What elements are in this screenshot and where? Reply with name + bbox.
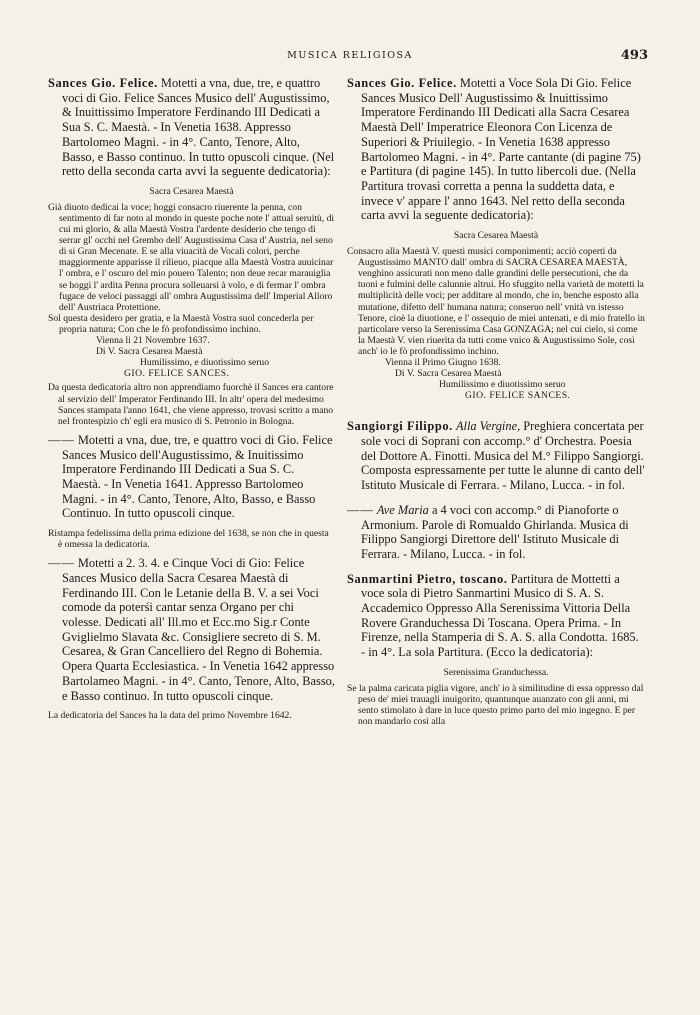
dedication-place-date: Vienna li 21 Novembre 1637. [96,335,210,347]
dedication-paragraph: Consacro alla Maestà V. questi musici componimenti; acciò coperti da Augustissimo MANTO dall' ombra di SACRA CESAREA MAESTÀ, venghino assicurati non meno dalle grandini delle persecutioni, che da tuoni e fulmini delle calunnie altrui. Ho sfuggito nella varietà de motetti la multiplicità delle voci; per additare al mondo, che io, benche esposto alla mutatione, difetto dell' humana natura; conseruo nell' vnità vn istesso Tenore, cioè la diuotione, e l' ossequio de miei antenati, e di mio fratello in particolare verso la Serenissima Casa GONZAGA; nel cui cielo, si come la Maestà V. vien riuerita da tutti come vnico & Augustissimo Sole, così anch' io le fò profondissimo inchino. [347,246,645,357]
dedication-paragraph: Se la palma caricata piglia vigore, anch' io à similitudine di essa oppresso dal peso de' miei trauagli inuigorito, quantunque auanzato con gli anni, mi sento stimolato à dare in luce questo primo parto del mio ingegno. E per non mandarlo così alla [347,682,644,728]
entry-description: Partitura de Mottetti a voce sola di Pietro Sanmartini Musico di S. A. S. Accademico Oppresso Alla Serenissima Vittoria Della Rovere Granduchessa Di Toscana. Opera Prima. - In Firenze, nella Stamperia di S. A. S. alla Condotta. 1685. - in 4°. La sola Partitura. (Ecco la dedicatoria): [361,571,639,660]
entry-author: Sances Gio. Felice. [347,76,457,90]
entry-sances-1641-motetti [48,433,335,521]
entry-body [347,419,645,493]
ditto-dash: —— [347,502,374,517]
dedication-title: Sacra Cesarea Maestà [453,230,539,242]
entry-body [347,76,645,223]
entry-body [347,572,645,660]
dedication-paragraph: Già diuoto dedicai la voce; hoggi consacro riuerente la penna, con sentimento di far noto al mondo in queste poche note l' attual seruitù, di cui mi glorio, & alla Maestà Vostra l'ardente desiderio che tengo di serrar gl' occhi nel Grembo dell' Augustissima Casa d' Austria, nel seno di si Gran Mecenate. E se alla viuacità de Vocali colori, perche maggiormente apparisse il rilieuo, piacque alla Maestà Vostra auuicinar l' ombra, e l' oscuro del mio pouero Talento; non deue recar marauiglia se hoggi l' ardita Penna procura solleuarsi à volo, e di fermar l' ombra fugace de veloci passaggi all' ombra Augustissima dell' Imperial Alloro dell' Austriaca Protettione. [48,201,335,313]
entry-body [48,433,335,521]
dedication-place-date: Vienna il Primo Giugno 1638. [385,356,501,368]
left-column [48,76,335,985]
dedication-address: Di V. Sacra Cesarea Maestà [395,368,502,380]
dedication [347,246,645,401]
page-header [0,48,700,68]
dedication-closing: Humilissimo e diuotissimo seruo [439,379,566,391]
editor-note: Ristampa fedelissima della prima edizione del 1638, se non che in questa è omessa la dedicatoria. [48,528,329,551]
entry-description: Motetti a vna, due, tre, e quattro voci di Gio. Felice Sances Musico dell' Augustissimo, & Inuittissimo Imperatore Ferdinando III Dedicati a Sua S. C. Maestà. - In Venetia 1638. Appresso Bartolomeo Magni. - in 4°. Canto, Tenore, Alto, Basso, e Basso continuo. In tutto opuscoli cinque. (Nel retto della seconda carta avvi la seguente dedicatoria): [62,76,335,179]
entry-sances-1642-motetti [48,556,335,703]
dedication-signature: GIO. FELICE SANCES. [124,368,230,380]
dedication-paragraph: Sol questa desidero per gratia, e la Maestà Vostra suol concederla per propria natura; Con che le fò profondissimo inchino. [48,312,314,335]
work-title: Ave Maria [376,502,429,517]
dedication-title: Sacra Cesarea Maestà [149,185,234,197]
entry-author: Sanmartini Pietro, toscano. [347,571,508,586]
entry-sances-1638-motetti [48,76,335,179]
entry-description: Preghiera concertata per sole voci di Soprani con accomp.° d' Orchestra. Poesia del Dottore A. Finotti. Musica del M.° Filippo Sangiorgi. Composta espressamente per tutte le alunne di canto dell' Istituto Musicale di Ferrara. - Milano, Lucca. - in fol. [361,419,645,493]
ditto-dash: —— [48,432,75,447]
entry-body [48,556,335,703]
dedication-signature: GIO. FELICE SANCES. [465,390,571,402]
entry-description: Motetti a vna, due, tre, e quattro voci di Gio. Felice Sances Musico dell'Augustissimo, & Inuitissimo Imperatore Ferdinando III Dedicati a Sua S. C. Maestà. - In Venetia 1641. Appresso Bartolomeo Magni. - in 4°. Canto, Tenore, Alto, Basso, e Basso Continuo. In tutto opuscoli cinque. [62,432,333,521]
page-number: 493 [620,48,648,63]
entry-description: a 4 voci con accomp.° di Pianoforte o Armonium. Parole di Romualdo Ghirlanda. Musica di Filippo Sangiorgi Direttore dell' Istituto Musicale di Ferrara. - Milano, Lucca. - in fol. [361,502,629,561]
entry-body [48,76,335,179]
editor-note: La dedicatoria del Sances ha la data del primo Novembre 1642. [48,710,292,722]
ditto-dash: —— [48,556,75,571]
dedication-title: Serenissima Granduchessa. [443,666,549,678]
entry-description: Motetti a Voce Sola Di Gio. Felice Sances Musico Dell' Augustissimo & Inuittissimo Imperatore Ferdinando III Dedicati alla Sacra Cesarea Maestà Dell' Imperatrice Eleonora Con Licenza de Superiori & Priuilegio. - In Venetia 1638 appresso Bartolomeo Magni. - in 4°. Parte cantante (di pagine 75) e Partitura (di pagine 145). In tutto libercoli due. (Nella Partitura trovasi corretta a penna la suddetta data, e invece v' appare l' anno 1643. Nel retto della seconda carta avvi la seguente dedicatoria): [361,76,641,223]
dedication [48,202,335,380]
entry-author: Sangiorgi Filippo. [347,419,453,434]
dedication [347,683,645,727]
entry-description: Motetti a 2. 3. 4. e Cinque Voci di Gio: Felice Sances Musico della Sacra Cesarea Maestà di Ferdinando III. Con le Letanie della B. V. a sei Voci comode da poterśi cantar senza Organo per chi volesse. Dedicati all' Ill.mo et Ecc.mo Sig.r Conte Gviglielmo Slavata &c. Consigliere secreto di S. M. Cesarea, & Gran Cancelliero del Regno di Bohemia. Opera Quarta Ecclesiastica. - In Venetia 1642 appresso Bartolameo Magni. - in 4°. Canto, Tenore, Alto, Basso, e Basso continuo. In tutto opuscoli cinque. [62,556,335,703]
dedication-address: Di V. Sacra Cesarea Maestà [96,346,203,358]
entry-sangiorgi-alla-vergine [347,419,645,493]
running-head: MUSICA RELIGIOSA [287,50,413,61]
entry-sanmartini-mottetti [347,572,645,660]
right-column [347,76,645,985]
entry-sangiorgi-ave-maria [347,503,645,562]
work-title: Alla Vergine, [455,419,521,434]
dedication-closing: Humilissimo, e diuotissimo seruo [140,357,269,369]
editor-note: Da questa dedicatoria altro non apprendiamo fuorchè il Sances era cantore al servizio dell' Imperator Ferdinando III. In altr' opera del medesimo Sances stampata l'anno 1641, che viene appresso, trovasi scritto a mano nel frontespizio ch' egli era musico di S. Petronio in Bologna. [48,382,334,427]
entry-body [347,503,645,562]
entry-author: Sances Gio. Felice. [48,76,158,90]
entry-sances-voce-sola [347,76,645,223]
